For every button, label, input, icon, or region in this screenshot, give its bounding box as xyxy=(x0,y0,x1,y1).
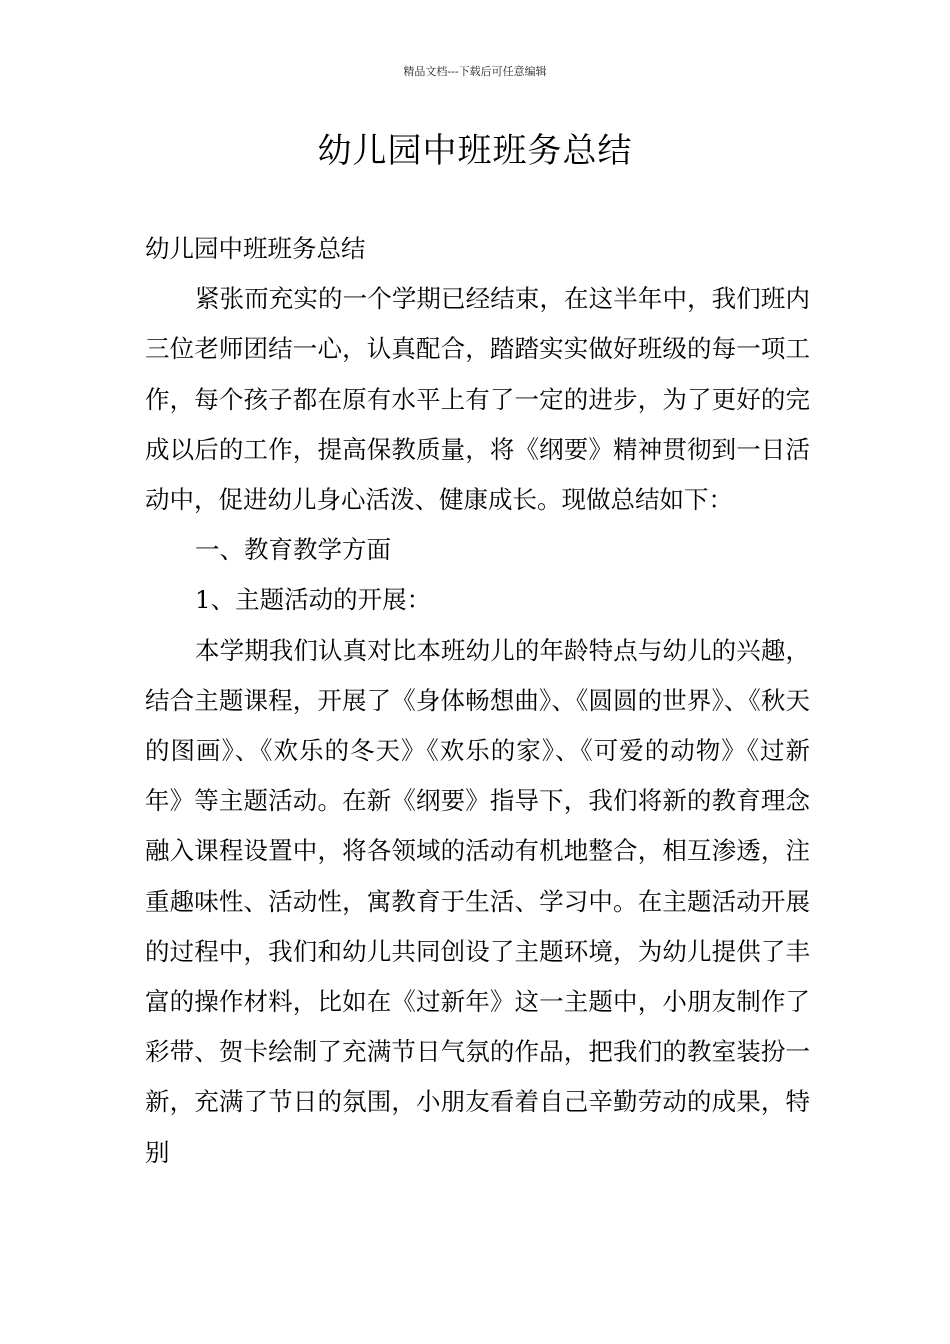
document-body xyxy=(145,224,810,1178)
header-note: 精品文档---下载后可任意编辑 xyxy=(403,65,547,78)
subsection-heading: 1、主题活动的开展： xyxy=(195,585,432,615)
intro-paragraph: 紧张而充实的一个学期已经结束，在这半年中，我们班内三位老师团结一心，认真配合，踏踏实实做好班级的每一项工作，每个孩子都在原有水平上有了一定的进步，为了更好的完成以后的工作，提高保教质量，将《纲要》精神贯彻到一日活动中，促进幼儿身心活泼、健康成长。现做总结如下： xyxy=(145,284,810,515)
document-title: 幼儿园中班班务总结 xyxy=(317,131,633,171)
body-subtitle: 幼儿园中班班务总结 xyxy=(145,234,366,263)
body-paragraph: 本学期我们认真对比本班幼儿的年龄特点与幼儿的兴趣，结合主题课程，开展了《身体畅想曲》、《圆圆的世界》、《秋天的图画》、《欢乐的冬天》《欢乐的家》、《可爱的动物》《过新年》等主题活动。在新《纲要》指导下，我们将新的教育理念融入课程设置中，将各领域的活动有机地整合，相互渗透，注重趣味性、活动性，寓教育于生活、学习中。在主题活动开展的过程中，我们和幼儿共同创设了主题环境，为幼儿提供了丰富的操作材料，比如在《过新年》这一主题中，小朋友制作了彩带、贺卡绘制了充满节日气氛的作品，把我们的教室装扮一新，充满了节日的氛围，小朋友看着自己辛勤劳动的成果，特别 xyxy=(145,635,810,1167)
section-heading: 一、教育教学方面 xyxy=(195,535,391,565)
